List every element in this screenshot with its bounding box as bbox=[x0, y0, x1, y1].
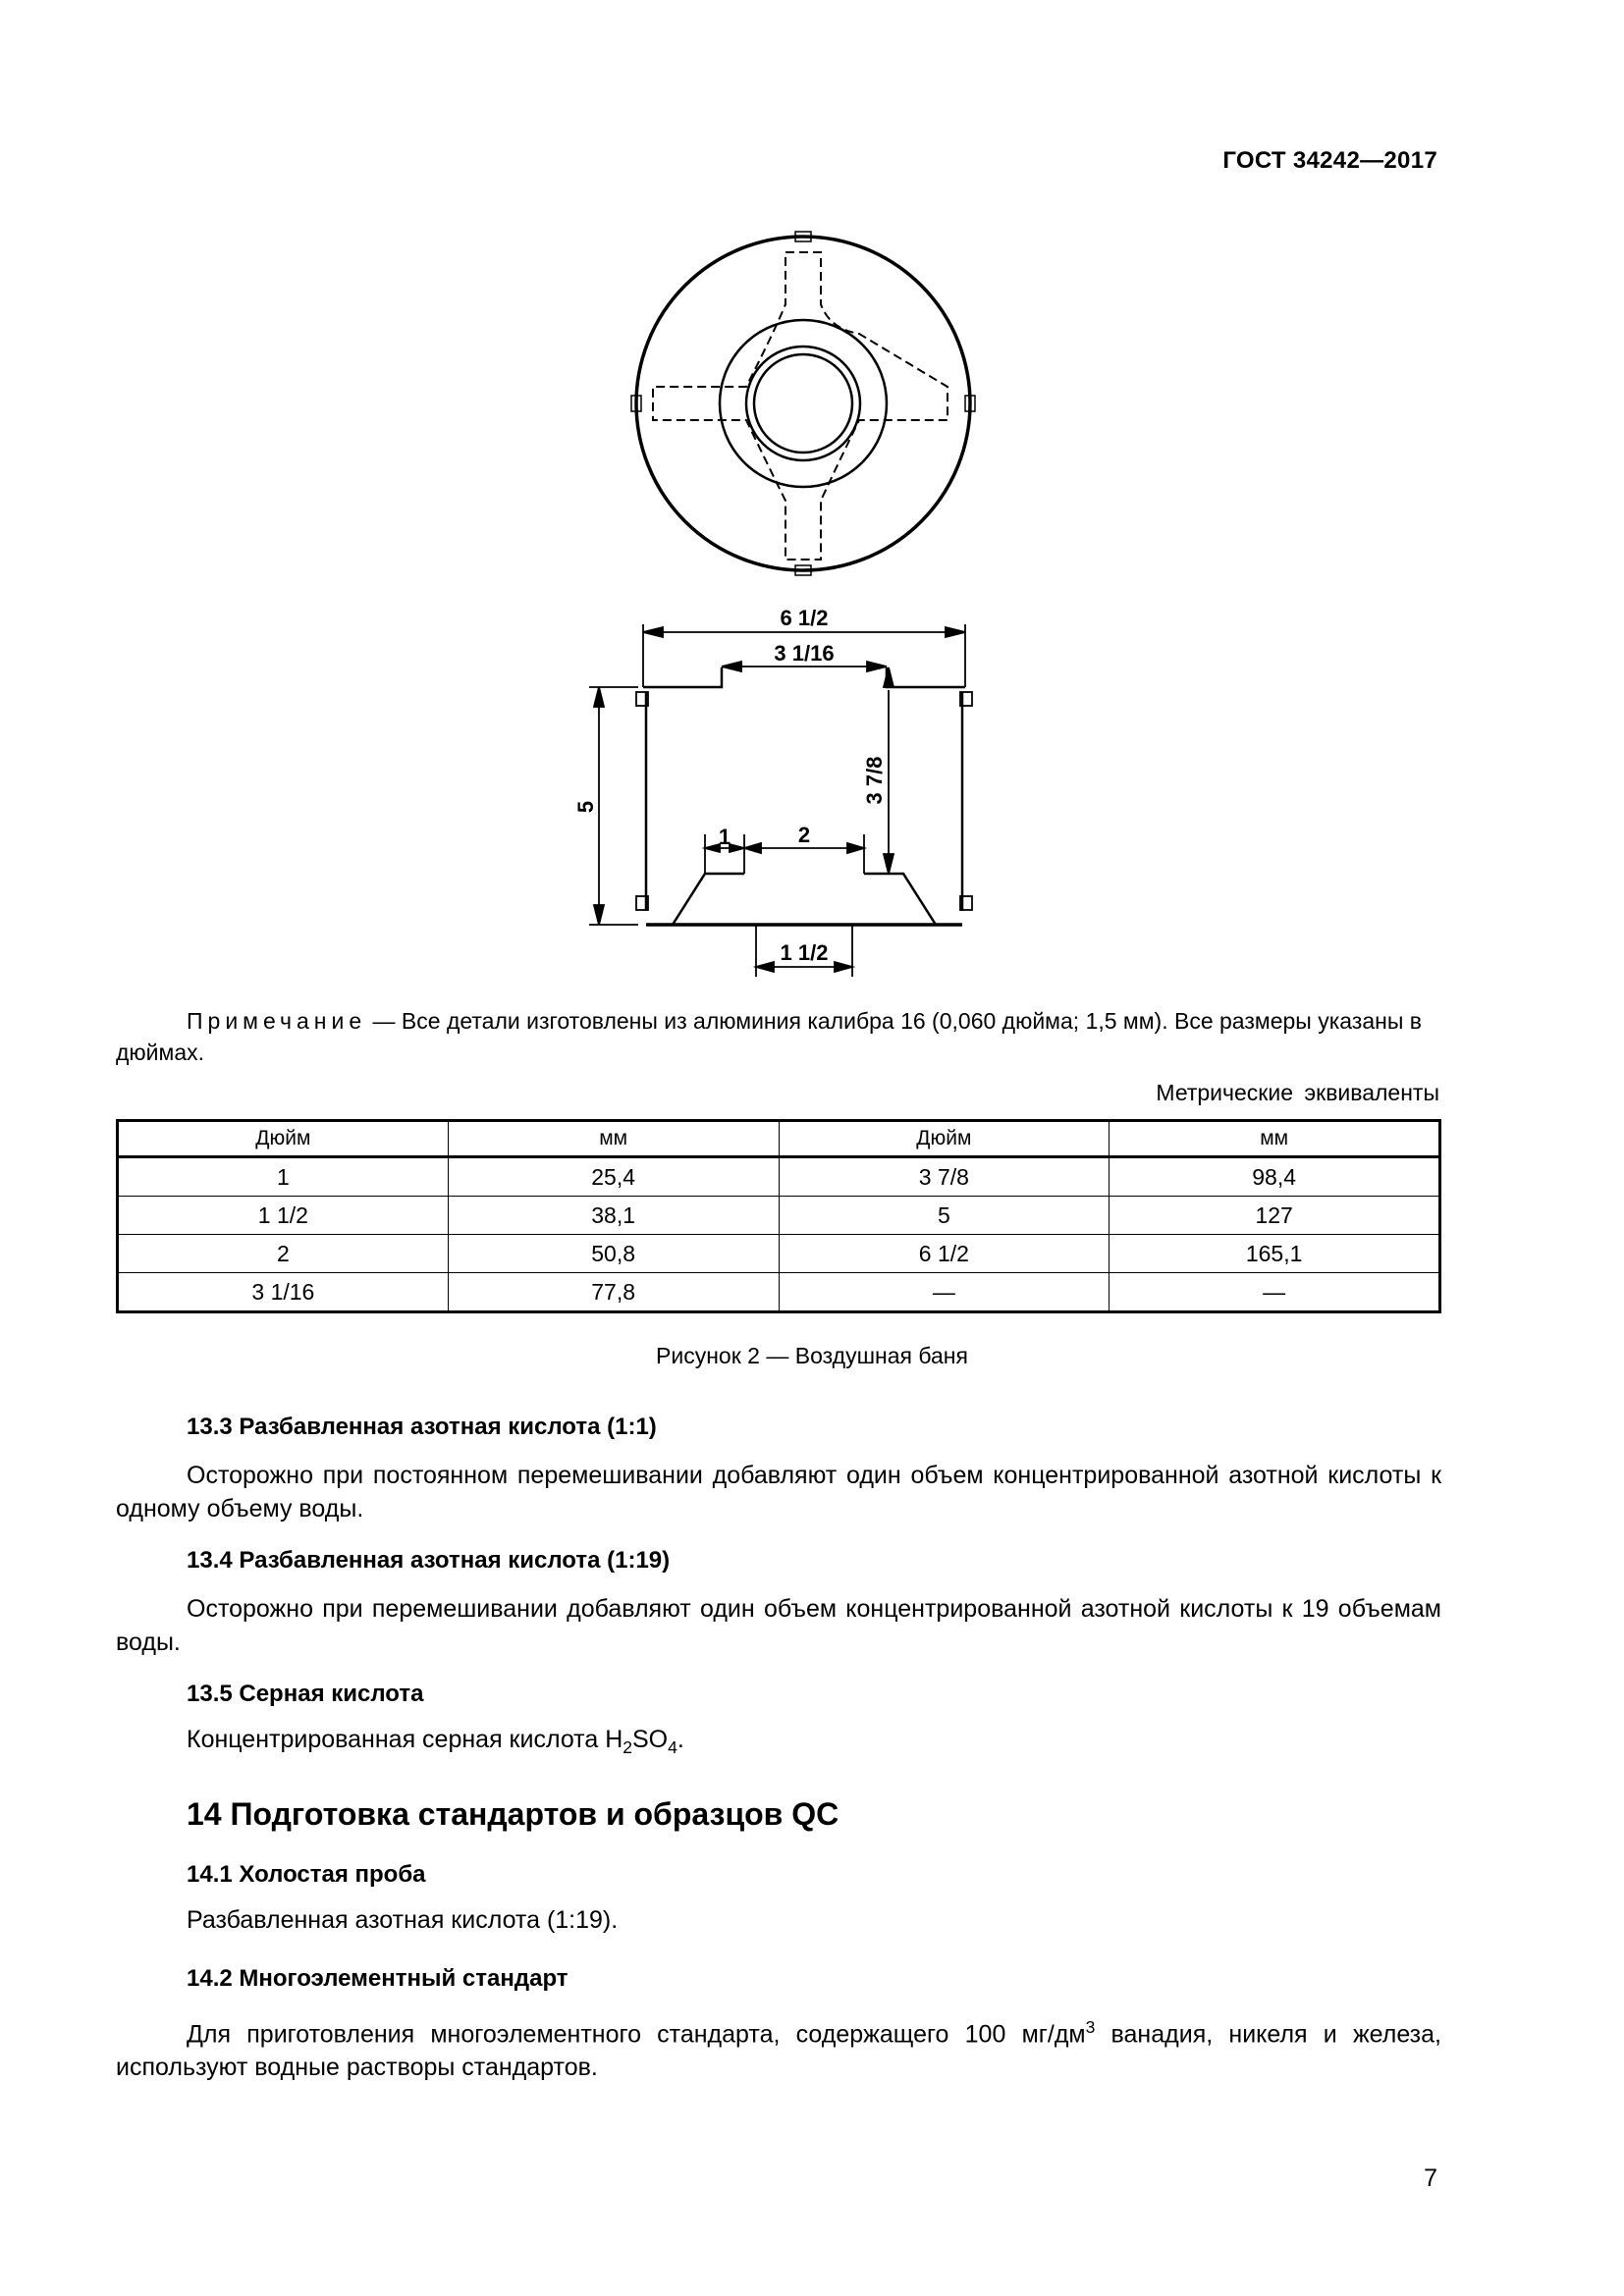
table-row bbox=[118, 1273, 1440, 1312]
metric-caption: Метрические эквиваленты bbox=[1156, 1080, 1439, 1105]
dim-opening-width: 3 1/16 bbox=[774, 641, 835, 666]
table-cell: 127 bbox=[1110, 1197, 1440, 1235]
table-cell: 6 1/2 bbox=[779, 1235, 1110, 1273]
side-view bbox=[636, 667, 972, 925]
table-cell: 25,4 bbox=[448, 1157, 779, 1197]
table-cell: 38,1 bbox=[448, 1197, 779, 1235]
table-header-cell: мм bbox=[1110, 1121, 1440, 1157]
section-13-4-title: 13.4 Разбавленная азотная кислота (1:19) bbox=[187, 1547, 671, 1574]
table-cell: 3 7/8 bbox=[779, 1157, 1110, 1197]
dim-step-small: 1 bbox=[718, 825, 731, 849]
note-text: — Все детали изготовлены из алюминия калибра 16 (0,060 дюйма; 1,5 мм). Все размеры указаны в дюймах. bbox=[116, 1008, 1422, 1065]
figure-note bbox=[116, 1005, 1441, 1068]
section-14-2-text: Для приготовления многоэлементного стандарта, содержащего 100 $мг/дм^3$ ванадия, никеля и железа, используют водные растворы стандартов. bbox=[116, 2017, 1441, 2082]
table-cell: 2 bbox=[118, 1235, 449, 1273]
dim-height: 5 bbox=[573, 800, 598, 814]
page-number: 7 bbox=[1424, 2164, 1437, 2192]
table-cell: — bbox=[1110, 1273, 1440, 1312]
section-14-1-text: Разбавленная азотная кислота (1:19). bbox=[187, 1906, 619, 1934]
table-row bbox=[118, 1197, 1440, 1235]
section-13-5-title: 13.5 Серная кислота bbox=[187, 1681, 424, 1707]
table-cell: 98,4 bbox=[1110, 1157, 1440, 1197]
table-cell: 3 1/16 bbox=[118, 1273, 449, 1312]
figure-caption: Рисунок 2 — Воздушная баня bbox=[656, 1343, 968, 1368]
document-header: ГОСТ 34242—2017 bbox=[1222, 147, 1437, 174]
table-cell: 165,1 bbox=[1110, 1235, 1440, 1273]
table-cell: 5 bbox=[779, 1197, 1110, 1235]
section-13-4-text: Осторожно при перемешивании добавляют один объем концентрированной азотной кислоты к 19 объемам воды. bbox=[116, 1595, 1441, 1656]
air-bath-drawing bbox=[0, 0, 1624, 991]
dim-bottom-hole: 1 1/2 bbox=[780, 940, 829, 965]
table-header-cell: Дюйм bbox=[118, 1121, 449, 1157]
table-header-cell: мм bbox=[448, 1121, 779, 1157]
table-cell: 1 1/2 bbox=[118, 1197, 449, 1235]
table-header-row bbox=[118, 1121, 1440, 1157]
metric-equivalents-table bbox=[116, 1119, 1441, 1313]
section-13-3-text: Осторожно при постоянном перемешивании добавляют один объем концентрированной азотной кислоты к одному объему воды. bbox=[116, 1462, 1441, 1522]
section-14-title: 14 Подготовка стандартов и образцов QC bbox=[187, 1796, 839, 1832]
section-14-1-title: 14.1 Холостая проба bbox=[187, 1861, 426, 1888]
table-cell: 1 bbox=[118, 1157, 449, 1197]
table-cell: — bbox=[779, 1273, 1110, 1312]
dim-step-wide: 2 bbox=[797, 823, 811, 847]
note-label: Примечание bbox=[187, 1008, 367, 1034]
dimension-labels bbox=[573, 606, 887, 965]
top-view bbox=[631, 232, 975, 575]
section-13-5-text: Концентрированная серная кислота $H_2SO_4$. bbox=[187, 1726, 684, 1757]
table-cell: 77,8 bbox=[448, 1273, 779, 1312]
dim-overall-width: 6 1/2 bbox=[780, 606, 829, 630]
table-row bbox=[118, 1235, 1440, 1273]
table-header-cell: Дюйм bbox=[779, 1121, 1110, 1157]
table-row bbox=[118, 1157, 1440, 1197]
table-cell: 50,8 bbox=[448, 1235, 779, 1273]
section-14-2-title: 14.2 Многоэлементный стандарт bbox=[187, 1965, 568, 1992]
section-13-3-title: 13.3 Разбавленная азотная кислота (1:1) bbox=[187, 1414, 657, 1440]
dim-inner-height: 3 7/8 bbox=[862, 756, 887, 805]
